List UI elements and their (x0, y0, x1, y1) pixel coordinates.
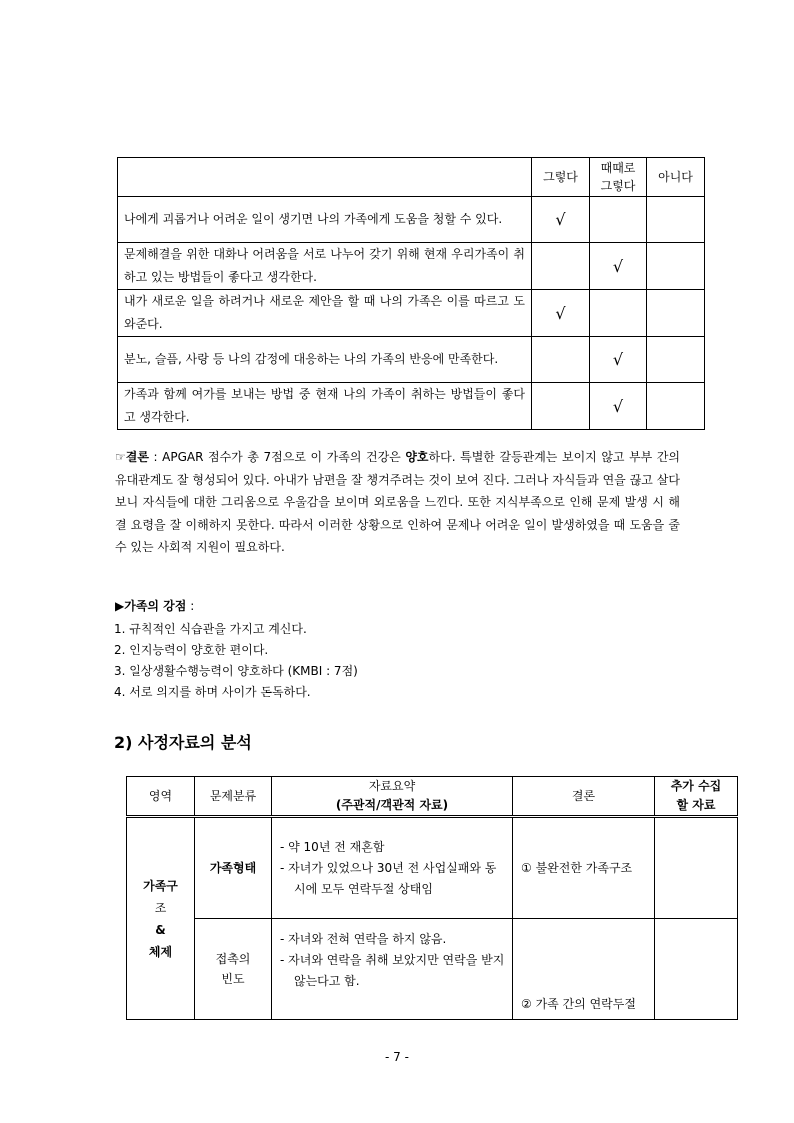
apgar-check-no (647, 197, 705, 243)
conclusion-bold-good: 양호 (405, 450, 429, 464)
strengths-list (114, 619, 358, 703)
page-number: - 7 - (385, 1050, 409, 1064)
apgar-header-blank (118, 158, 532, 197)
header-extra-line1: 추가 수집 (670, 779, 722, 793)
extra-cell (655, 817, 738, 919)
area-line4: 체제 (148, 944, 173, 959)
apgar-row (118, 197, 705, 243)
apgar-table (117, 157, 705, 430)
conclusion-text-2: 하다. 특별한 갈등관계는 보이지 않고 부부 간의 유대관계도 잘 형성되어 있다. 아내가 남편을 잘 챙겨주려는 것이 보여 진다. 그러나 자식들과 연을 끊고 살다보니 자식들에 대한 그리움으로 우울감을 보이며 외로움을 느낀다. 또한 지식부족으로 인해 문제 발생 시 해결 요령을 잘 이해하지 못한다. 따라서 이러한 상황으로 인하여 문제나 어려운 일이 발생하였을 때 도움을 줄 수 있는 사회적 지원이 필요하다. (115, 450, 681, 555)
apgar-check-yes: √ (532, 197, 590, 243)
header-area: 영역 (127, 777, 195, 817)
area-line1: 가족구 (143, 878, 178, 893)
conclusion-cell: ② 가족 간의 연락두절 (513, 919, 655, 1020)
strength-item: 1. 규칙적인 식습관을 가지고 계신다. (114, 622, 307, 636)
header-conclusion: 결론 (513, 777, 655, 817)
apgar-header-no: 아니다 (647, 158, 705, 197)
apgar-check-sometimes (590, 290, 647, 337)
apgar-header-sometimes (590, 158, 647, 197)
header-extra-line2: 할 자료 (676, 798, 716, 812)
strength-item: 4. 서로 의지를 하며 사이가 돈독하다. (114, 685, 311, 699)
apgar-row (118, 290, 705, 337)
apgar-check-no (647, 243, 705, 290)
apgar-question: 분노, 슬픔, 사랑 등 나의 감정에 대응하는 나의 가족의 반응에 만족한다. (118, 337, 532, 383)
category-line1: 접촉의 (215, 952, 251, 966)
analysis-row (127, 919, 738, 1020)
strengths-suffix: : (186, 599, 195, 613)
header-summary (272, 777, 513, 817)
header-summary-line2: (주관적/객관적 자료) (335, 798, 449, 812)
apgar-check-yes (532, 383, 590, 430)
area-line2: 조 (154, 900, 167, 915)
apgar-header-sometimes-line2: 그렇다 (600, 179, 636, 193)
apgar-check-yes (532, 337, 590, 383)
apgar-check-no (647, 290, 705, 337)
apgar-question: 나에게 괴롭거나 어려운 일이 생기면 나의 가족에게 도움을 청할 수 있다. (118, 197, 532, 243)
apgar-header-row (118, 158, 705, 197)
strength-item: 2. 인지능력이 양호한 편이다. (114, 643, 269, 657)
apgar-header-sometimes-line1: 때때로 (600, 161, 636, 175)
area-cell (127, 817, 195, 1020)
category-cell (195, 919, 272, 1020)
apgar-question: 내가 새로운 일을 하려거나 새로운 제안을 할 때 나의 가족은 이를 따르고 도와준다. (118, 290, 532, 337)
apgar-check-sometimes: √ (590, 337, 647, 383)
strengths-heading (115, 597, 194, 615)
summary-cell (272, 817, 513, 919)
conclusion-label: ☞결론 (115, 450, 149, 464)
apgar-check-sometimes (590, 197, 647, 243)
extra-cell (655, 919, 738, 1020)
apgar-check-no (647, 337, 705, 383)
category-line2: 빈도 (221, 972, 245, 986)
apgar-question: 문제해결을 위한 대화나 어려움을 서로 나누어 갖기 위해 현재 우리가족이 취하고 있는 방법들이 좋다고 생각한다. (118, 243, 532, 290)
section-title: 2) 사정자료의 분석 (114, 733, 252, 752)
header-category: 문제분류 (195, 777, 272, 817)
summary-item: - 자녀가 있었으나 30년 전 사업실패와 동시에 모두 연락두절 상태임 (280, 860, 497, 896)
header-extra (655, 777, 738, 817)
analysis-header-row (127, 777, 738, 817)
apgar-check-sometimes: √ (590, 383, 647, 430)
summary-item: - 약 10년 전 재혼함 (280, 839, 385, 854)
strengths-label: ▶가족의 강점 (115, 599, 187, 613)
strength-item: 3. 일상생활수행능력이 양호하다 (KMBI : 7점) (114, 664, 358, 678)
summary-list (272, 837, 512, 900)
apgar-check-sometimes: √ (590, 243, 647, 290)
apgar-check-yes (532, 243, 590, 290)
apgar-check-no (647, 383, 705, 430)
summary-item: - 자녀와 연락을 취해 보았지만 연락을 받지 않는다고 함. (280, 953, 505, 988)
apgar-question: 가족과 함께 여가를 보내는 방법 중 현재 나의 가족이 취하는 방법들이 좋다고 생각한다. (118, 383, 532, 430)
area-line3: & (155, 922, 166, 937)
conclusion-text-1: : APGAR 점수가 총 7점으로 이 가족의 건강은 (148, 450, 406, 464)
apgar-header-yes: 그렇다 (532, 158, 590, 197)
header-summary-line1: 자료요약 (368, 779, 416, 793)
summary-cell (272, 919, 513, 1020)
apgar-check-yes: √ (532, 290, 590, 337)
summary-list (272, 929, 512, 992)
analysis-row (127, 817, 738, 919)
category-cell: 가족형태 (195, 817, 272, 919)
apgar-row (118, 337, 705, 383)
apgar-row (118, 243, 705, 290)
conclusion-cell: ① 불완전한 가족구조 (513, 817, 655, 919)
conclusion-paragraph (115, 446, 680, 559)
summary-item: - 자녀와 전혀 연락을 하지 않음. (280, 932, 447, 946)
apgar-row (118, 383, 705, 430)
analysis-table (126, 776, 738, 1020)
